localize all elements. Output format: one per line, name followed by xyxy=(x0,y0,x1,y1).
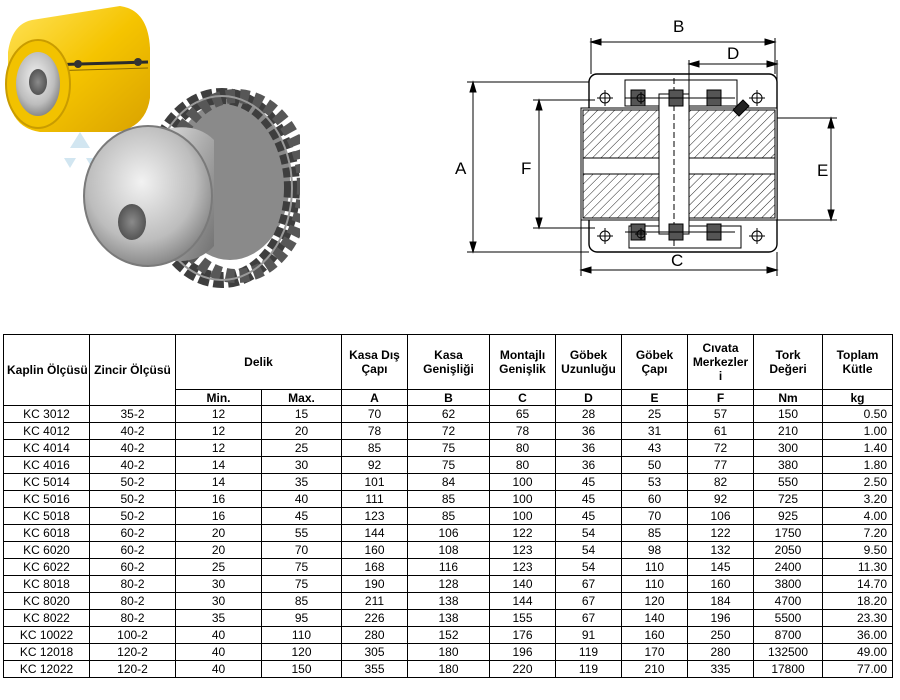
cell-e: 31 xyxy=(622,423,688,440)
cell-c: 123 xyxy=(490,542,556,559)
cell-tork: 2050 xyxy=(754,542,823,559)
cell-kutle: 14.70 xyxy=(823,576,893,593)
cell-c: 144 xyxy=(490,593,556,610)
cell-c: 155 xyxy=(490,610,556,627)
cell-a: 305 xyxy=(342,644,408,661)
cell-delik-min: 12 xyxy=(176,406,262,423)
cell-delik-max: 70 xyxy=(262,542,342,559)
header-zincir-olcusu: Zincir Ölçüsü xyxy=(90,335,176,406)
cell-zincir: 50-2 xyxy=(90,508,176,525)
cell-d: 119 xyxy=(556,644,622,661)
cell-f: 61 xyxy=(688,423,754,440)
cell-kutle: 2.50 xyxy=(823,474,893,491)
cell-kaplin: KC 4012 xyxy=(4,423,90,440)
cell-kaplin: KC 12018 xyxy=(4,644,90,661)
cell-b: 84 xyxy=(408,474,490,491)
cell-delik-max: 95 xyxy=(262,610,342,627)
cell-delik-min: 30 xyxy=(176,576,262,593)
cell-tork: 132500 xyxy=(754,644,823,661)
cell-f: 132 xyxy=(688,542,754,559)
cell-kutle: 1.80 xyxy=(823,457,893,474)
cell-e: 50 xyxy=(622,457,688,474)
cell-f: 122 xyxy=(688,525,754,542)
cell-delik-min: 12 xyxy=(176,440,262,457)
cell-tork: 4700 xyxy=(754,593,823,610)
cell-zincir: 60-2 xyxy=(90,559,176,576)
cell-delik-max: 110 xyxy=(262,627,342,644)
cell-delik-min: 20 xyxy=(176,542,262,559)
dim-label-a: A xyxy=(455,159,467,178)
dim-label-d: D xyxy=(727,44,740,63)
cell-d: 67 xyxy=(556,576,622,593)
table-row xyxy=(4,525,893,542)
cell-tork: 5500 xyxy=(754,610,823,627)
cell-kutle: 1.00 xyxy=(823,423,893,440)
cell-delik-max: 40 xyxy=(262,491,342,508)
cell-f: 145 xyxy=(688,559,754,576)
header-civata-merkezleri: Cıvata Merkezler i xyxy=(688,335,754,390)
cell-e: 98 xyxy=(622,542,688,559)
cell-kutle: 49.00 xyxy=(823,644,893,661)
cell-kutle: 4.00 xyxy=(823,508,893,525)
spec-table-body xyxy=(4,406,893,678)
cell-d: 36 xyxy=(556,423,622,440)
cell-kutle: 7.20 xyxy=(823,525,893,542)
table-row xyxy=(4,491,893,508)
cell-delik-max: 15 xyxy=(262,406,342,423)
cell-c: 80 xyxy=(490,440,556,457)
cell-zincir: 50-2 xyxy=(90,491,176,508)
cell-kaplin: KC 4014 xyxy=(4,440,90,457)
cell-zincir: 35-2 xyxy=(90,406,176,423)
cell-c: 176 xyxy=(490,627,556,644)
cell-zincir: 40-2 xyxy=(90,440,176,457)
cell-a: 211 xyxy=(342,593,408,610)
cell-d: 45 xyxy=(556,508,622,525)
table-row xyxy=(4,474,893,491)
header-tork-degeri: Tork Değeri xyxy=(754,335,823,390)
product-photos xyxy=(0,0,300,300)
cell-a: 144 xyxy=(342,525,408,542)
cell-tork: 550 xyxy=(754,474,823,491)
cell-delik-min: 20 xyxy=(176,525,262,542)
cell-b: 138 xyxy=(408,610,490,627)
cell-b: 106 xyxy=(408,525,490,542)
cell-delik-min: 40 xyxy=(176,644,262,661)
dim-label-b: B xyxy=(673,17,685,36)
cell-c: 196 xyxy=(490,644,556,661)
cell-zincir: 80-2 xyxy=(90,576,176,593)
cell-e: 110 xyxy=(622,559,688,576)
table-row xyxy=(4,644,893,661)
spec-table-container xyxy=(3,334,894,678)
cell-b: 116 xyxy=(408,559,490,576)
cell-c: 100 xyxy=(490,474,556,491)
cell-d: 91 xyxy=(556,627,622,644)
cell-b: 138 xyxy=(408,593,490,610)
table-row xyxy=(4,542,893,559)
cell-d: 54 xyxy=(556,559,622,576)
cell-d: 36 xyxy=(556,457,622,474)
cell-a: 226 xyxy=(342,610,408,627)
table-row xyxy=(4,593,893,610)
cell-c: 100 xyxy=(490,491,556,508)
cell-b: 72 xyxy=(408,423,490,440)
cell-a: 111 xyxy=(342,491,408,508)
table-row xyxy=(4,406,893,423)
cell-kutle: 0.50 xyxy=(823,406,893,423)
cell-kutle: 1.40 xyxy=(823,440,893,457)
header-row xyxy=(4,335,893,390)
cell-delik-max: 150 xyxy=(262,661,342,678)
cell-b: 85 xyxy=(408,491,490,508)
subheader-min: Min. xyxy=(176,390,262,406)
yellow-cover xyxy=(6,6,150,132)
cell-a: 78 xyxy=(342,423,408,440)
header-toplam-kutle: Toplam Kütle xyxy=(823,335,893,390)
cell-b: 128 xyxy=(408,576,490,593)
cell-zincir: 80-2 xyxy=(90,610,176,627)
subheader-a: A xyxy=(342,390,408,406)
cell-tork: 300 xyxy=(754,440,823,457)
cell-kutle: 18.20 xyxy=(823,593,893,610)
cell-tork: 8700 xyxy=(754,627,823,644)
cell-e: 120 xyxy=(622,593,688,610)
cell-f: 82 xyxy=(688,474,754,491)
cell-delik-max: 75 xyxy=(262,559,342,576)
cell-c: 100 xyxy=(490,508,556,525)
table-row xyxy=(4,627,893,644)
cell-c: 80 xyxy=(490,457,556,474)
cell-delik-max: 75 xyxy=(262,576,342,593)
cell-e: 85 xyxy=(622,525,688,542)
cell-delik-max: 120 xyxy=(262,644,342,661)
header-kaplin-olcusu: Kaplin Ölçüsü xyxy=(4,335,90,406)
cell-b: 75 xyxy=(408,457,490,474)
cell-kaplin: KC 5016 xyxy=(4,491,90,508)
cell-kutle: 36.00 xyxy=(823,627,893,644)
cell-e: 110 xyxy=(622,576,688,593)
cell-f: 72 xyxy=(688,440,754,457)
dimension-drawing-svg xyxy=(445,8,900,280)
cell-kaplin: KC 3012 xyxy=(4,406,90,423)
subheader-max: Max. xyxy=(262,390,342,406)
cell-zincir: 80-2 xyxy=(90,593,176,610)
cell-e: 210 xyxy=(622,661,688,678)
cell-a: 70 xyxy=(342,406,408,423)
cell-c: 78 xyxy=(490,423,556,440)
cell-delik-max: 85 xyxy=(262,593,342,610)
cell-e: 160 xyxy=(622,627,688,644)
cell-e: 170 xyxy=(622,644,688,661)
cell-f: 77 xyxy=(688,457,754,474)
header-montajli-genislik: Montajlı Genişlik xyxy=(490,335,556,390)
cell-kaplin: KC 6022 xyxy=(4,559,90,576)
subheader-b: B xyxy=(408,390,490,406)
cell-d: 54 xyxy=(556,542,622,559)
header-delik: Delik xyxy=(176,335,342,390)
cell-d: 54 xyxy=(556,525,622,542)
cell-f: 106 xyxy=(688,508,754,525)
table-row xyxy=(4,576,893,593)
cell-kaplin: KC 8020 xyxy=(4,593,90,610)
cell-zincir: 60-2 xyxy=(90,525,176,542)
cell-b: 75 xyxy=(408,440,490,457)
cell-tork: 17800 xyxy=(754,661,823,678)
cell-f: 57 xyxy=(688,406,754,423)
cell-c: 140 xyxy=(490,576,556,593)
dim-label-e: E xyxy=(817,161,829,180)
cell-d: 36 xyxy=(556,440,622,457)
coupling-photo-illustration xyxy=(0,0,300,300)
cell-kutle: 77.00 xyxy=(823,661,893,678)
cell-delik-min: 16 xyxy=(176,491,262,508)
cell-kaplin: KC 5014 xyxy=(4,474,90,491)
cell-kaplin: KC 5018 xyxy=(4,508,90,525)
cell-c: 220 xyxy=(490,661,556,678)
header-kasa-genisligi: Kasa Genişliği xyxy=(408,335,490,390)
cell-c: 65 xyxy=(490,406,556,423)
cell-delik-min: 40 xyxy=(176,661,262,678)
cell-d: 67 xyxy=(556,593,622,610)
cell-delik-min: 12 xyxy=(176,423,262,440)
table-row xyxy=(4,559,893,576)
cell-kaplin: KC 6020 xyxy=(4,542,90,559)
table-row xyxy=(4,457,893,474)
subheader-nm: Nm xyxy=(754,390,823,406)
table-row xyxy=(4,440,893,457)
cell-a: 168 xyxy=(342,559,408,576)
cell-e: 60 xyxy=(622,491,688,508)
cell-c: 122 xyxy=(490,525,556,542)
cell-delik-min: 14 xyxy=(176,474,262,491)
table-row xyxy=(4,610,893,627)
cell-c: 123 xyxy=(490,559,556,576)
cell-d: 45 xyxy=(556,474,622,491)
cell-f: 92 xyxy=(688,491,754,508)
cell-kaplin: KC 4016 xyxy=(4,457,90,474)
cell-tork: 380 xyxy=(754,457,823,474)
table-row xyxy=(4,508,893,525)
cell-kutle: 9.50 xyxy=(823,542,893,559)
subheader-f: F xyxy=(688,390,754,406)
header-kasa-dis-capi: Kasa Dış Çapı xyxy=(342,335,408,390)
cell-zincir: 60-2 xyxy=(90,542,176,559)
cell-b: 108 xyxy=(408,542,490,559)
cell-kutle: 3.20 xyxy=(823,491,893,508)
cell-f: 280 xyxy=(688,644,754,661)
cell-tork: 925 xyxy=(754,508,823,525)
cell-delik-max: 35 xyxy=(262,474,342,491)
cell-zincir: 40-2 xyxy=(90,423,176,440)
cell-b: 152 xyxy=(408,627,490,644)
header-gobek-uzunlugu: Göbek Uzunluğu xyxy=(556,335,622,390)
cell-zincir: 40-2 xyxy=(90,457,176,474)
cell-d: 67 xyxy=(556,610,622,627)
subheader-d: D xyxy=(556,390,622,406)
cell-e: 25 xyxy=(622,406,688,423)
cell-tork: 210 xyxy=(754,423,823,440)
cell-f: 196 xyxy=(688,610,754,627)
cell-a: 190 xyxy=(342,576,408,593)
cell-zincir: 100-2 xyxy=(90,627,176,644)
cell-delik-min: 16 xyxy=(176,508,262,525)
cell-a: 85 xyxy=(342,440,408,457)
subheader-e: E xyxy=(622,390,688,406)
cell-a: 123 xyxy=(342,508,408,525)
cell-kaplin: KC 12022 xyxy=(4,661,90,678)
cell-a: 280 xyxy=(342,627,408,644)
cell-tork: 3800 xyxy=(754,576,823,593)
cell-tork: 725 xyxy=(754,491,823,508)
header-gobek-capi: Göbek Çapı xyxy=(622,335,688,390)
cell-delik-min: 14 xyxy=(176,457,262,474)
dim-label-c: C xyxy=(671,251,684,270)
cell-zincir: 120-2 xyxy=(90,644,176,661)
cell-e: 70 xyxy=(622,508,688,525)
cell-tork: 2400 xyxy=(754,559,823,576)
cell-delik-max: 45 xyxy=(262,508,342,525)
cell-zincir: 50-2 xyxy=(90,474,176,491)
cell-d: 45 xyxy=(556,491,622,508)
cell-delik-min: 35 xyxy=(176,610,262,627)
cell-d: 119 xyxy=(556,661,622,678)
cell-kutle: 23.30 xyxy=(823,610,893,627)
cell-f: 184 xyxy=(688,593,754,610)
subheader-c: C xyxy=(490,390,556,406)
cell-delik-min: 25 xyxy=(176,559,262,576)
cell-b: 180 xyxy=(408,644,490,661)
subheader-kg: kg xyxy=(823,390,893,406)
table-row xyxy=(4,661,893,678)
coupling-dimension-drawing xyxy=(445,8,900,280)
cell-b: 62 xyxy=(408,406,490,423)
cell-e: 140 xyxy=(622,610,688,627)
cell-zincir: 120-2 xyxy=(90,661,176,678)
cell-kaplin: KC 8018 xyxy=(4,576,90,593)
cell-tork: 1750 xyxy=(754,525,823,542)
cell-a: 92 xyxy=(342,457,408,474)
cell-d: 28 xyxy=(556,406,622,423)
table-row xyxy=(4,423,893,440)
cell-f: 335 xyxy=(688,661,754,678)
cell-e: 53 xyxy=(622,474,688,491)
cell-b: 85 xyxy=(408,508,490,525)
cell-kaplin: KC 10022 xyxy=(4,627,90,644)
cell-delik-max: 30 xyxy=(262,457,342,474)
cell-kaplin: KC 8022 xyxy=(4,610,90,627)
cell-kaplin: KC 6018 xyxy=(4,525,90,542)
cell-a: 101 xyxy=(342,474,408,491)
cell-delik-min: 40 xyxy=(176,627,262,644)
cell-f: 160 xyxy=(688,576,754,593)
dim-label-f: F xyxy=(521,159,532,178)
cell-e: 43 xyxy=(622,440,688,457)
cell-delik-max: 25 xyxy=(262,440,342,457)
cell-delik-max: 20 xyxy=(262,423,342,440)
cell-delik-min: 30 xyxy=(176,593,262,610)
cell-a: 355 xyxy=(342,661,408,678)
cell-f: 250 xyxy=(688,627,754,644)
cell-a: 160 xyxy=(342,542,408,559)
coupling-spec-table xyxy=(3,334,893,678)
cell-kutle: 11.30 xyxy=(823,559,893,576)
cell-delik-max: 55 xyxy=(262,525,342,542)
cell-b: 180 xyxy=(408,661,490,678)
cell-tork: 150 xyxy=(754,406,823,423)
